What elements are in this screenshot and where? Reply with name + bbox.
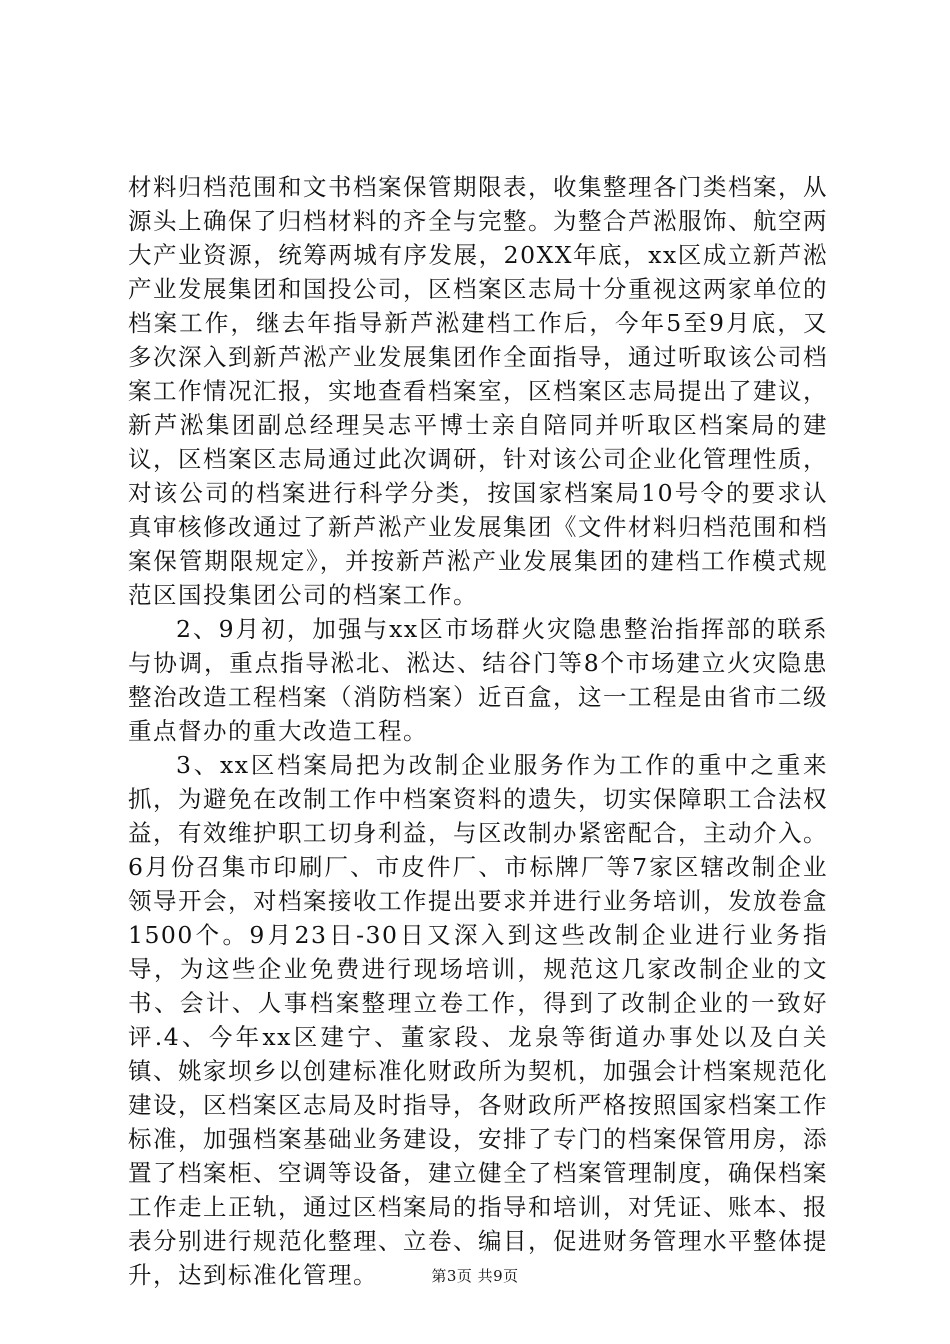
paragraph-item-3: 3、xx区档案局把为改制企业服务作为工作的重中之重来抓，为避免在改制工作中档案资料的遗失，切实保障职工合法权益，有效维护职工切身利益，与区改制办紧密配合，主动介入。6月份召集市印刷厂、市皮件厂、市标牌厂等7家区辖改制企业领导开会，对档案接收工作提出要求并进行业务培训，发放卷盒1500个。9月23日-30日又深入到这些改制企业进行业务指导，为这些企业免费进行现场培训，规范这几家改制企业的文书、会计、人事档案整理立卷工作，得到了改制企业的一致好评.4、今年xx区建宁、董家段、龙泉等街道办事处以及白关镇、姚家坝乡以创建标准化财政所为契机，加强会计档案规范化建设，区档案区志局及时指导，各财政所严格按照国家档案工作标准，加强档案基础业务建设，安排了专门的档案保管用房，添置了档案柜、空调等设备，建立健全了档案管理制度，确保档案工作走上正轨，通过区档案局的指导和培训，对凭证、账本、报表分别进行规范化整理、立卷、编目，促进财务管理水平整体提升，达到标准化管理。 bbox=[128, 751, 828, 1289]
document-body bbox=[128, 170, 828, 1292]
paragraph-item-2: 2、9月初，加强与xx区市场群火灾隐患整治指挥部的联系与协调，重点指导淞北、淞达、结谷门等8个市场建立火灾隐患整治改造工程档案（消防档案）近百盒，这一工程是由省市二级重点督办的重大改造工程。 bbox=[128, 615, 828, 745]
page-number-footer: 第3页 共9页 bbox=[431, 1267, 519, 1285]
paragraph-continuation: 材料归档范围和文书档案保管期限表，收集整理各门类档案，从源头上确保了归档材料的齐全与完整。为整合芦淞服饰、航空两大产业资源，统筹两城有序发展，20XX年底，xx区成立新芦淞产业发展集团和国投公司，区档案区志局十分重视这两家单位的档案工作，继去年指导新芦淞建档工作后，今年5至9月底，又多次深入到新芦淞产业发展集团作全面指导，通过听取该公司档案工作情况汇报，实地查看档案室，区档案区志局提出了建议，新芦淞集团副总经理吴志平博士亲自陪同并听取区档案局的建议，区档案区志局通过此次调研，针对该公司企业化管理性质，对该公司的档案进行科学分类，按国家档案局10号令的要求认真审核修改通过了新芦淞产业发展集团《文件材料归档范围和档案保管期限规定》，并按新芦淞产业发展集团的建档工作模式规范区国投集团公司的档案工作。 bbox=[128, 173, 828, 609]
